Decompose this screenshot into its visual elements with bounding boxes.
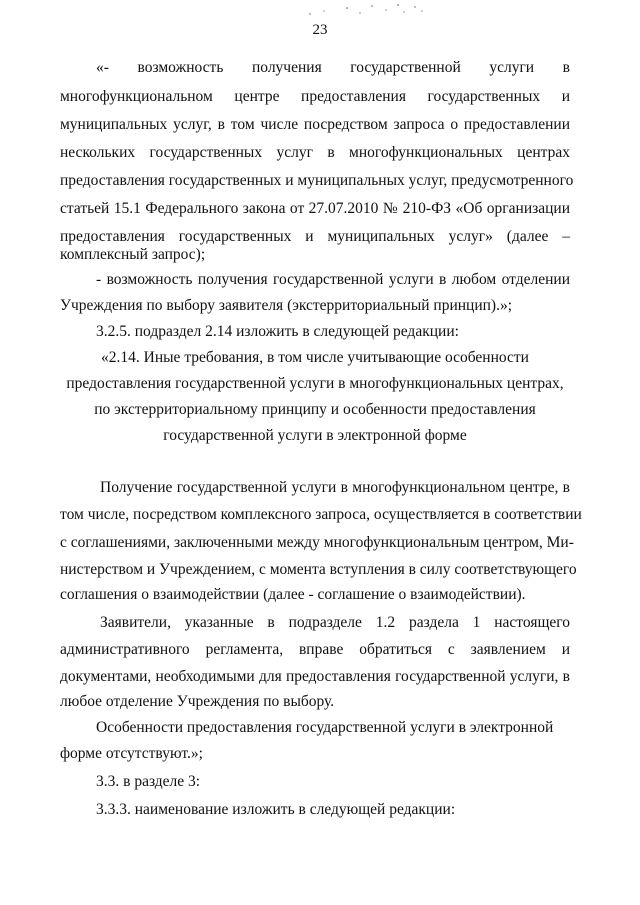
section-heading-line: по экстерриториальному принципу и особенности предоставления	[94, 401, 536, 418]
text-line: - возможность получения государственной услуги в любом отделении	[96, 271, 570, 288]
text-line: нескольких государственных услуг в многофункциональных центрах	[60, 144, 570, 161]
text-line: Учреждения по выбору заявителя (экстерриториальный принцип).»;	[60, 297, 513, 314]
page-number: 23	[312, 22, 328, 38]
text-line: муниципальных услуг, в том числе посредством запроса о предоставлении	[60, 116, 570, 133]
text-line: форме отсутствуют.»;	[60, 745, 203, 762]
text-line: административного регламента, вправе обратиться с заявлением и	[60, 641, 570, 658]
text-line: с соглашениями, заключенными между многофункциональным центром, Ми-	[60, 534, 574, 551]
text-line: любое отделение Учреждения по выбору.	[60, 693, 335, 710]
text-line: предоставления государственных и муниципальных услуг» (далее –	[60, 228, 570, 245]
text-line: 3.2.5. подраздел 2.14 изложить в следующей редакции:	[96, 323, 459, 340]
text-line: нистерством и Учреждением, с момента вступления в силу соответствующего	[60, 561, 577, 578]
text-line: том числе, посредством комплексного запроса, осуществляется в соответствии	[60, 506, 582, 523]
section-heading-line: предоставления государственной услуги в многофункциональных центрах,	[66, 375, 564, 392]
text-line: комплексный запрос);	[60, 246, 206, 263]
section-heading-line: государственной услуги в электронной форме	[163, 427, 467, 444]
text-line: Заявители, указанные в подразделе 1.2 раздела 1 настоящего	[100, 614, 570, 631]
text-line: Особенности предоставления государственной услуги в электронной	[96, 719, 554, 736]
text-line: соглашения о взаимодействии (далее - соглашение о взаимодействии).	[60, 586, 526, 603]
text-line: 3.3.3. наименование изложить в следующей редакции:	[96, 801, 456, 818]
section-heading-line: «2.14. Иные требования, в том числе учитывающие особенности	[101, 349, 529, 366]
text-line: «- возможность получения государственной услуги в	[96, 59, 570, 76]
text-line: статьей 15.1 Федерального закона от 27.07.2010 № 210-ФЗ «Об организации	[60, 200, 570, 217]
text-line: документами, необходимыми для предоставления государственной услуги, в	[60, 668, 570, 685]
scan-noise	[300, 2, 430, 18]
text-line: предоставления государственных и муниципальных услуг, предусмотренного	[60, 172, 574, 189]
text-line: 3.3. в разделе 3:	[96, 773, 201, 790]
text-line: Получение государственной услуги в многофункциональном центре, в	[100, 479, 570, 496]
text-line: многофункциональном центре предоставления государственных и	[60, 88, 570, 105]
